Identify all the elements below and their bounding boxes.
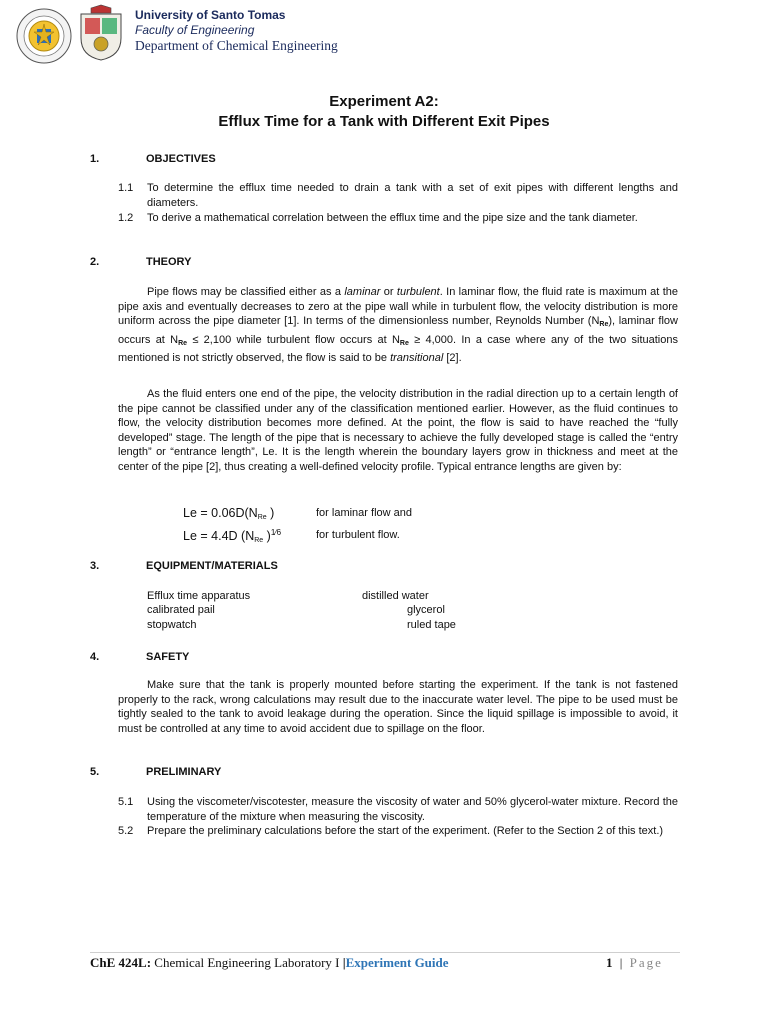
university-name: University of Santo Tomas: [135, 8, 286, 22]
term-laminar: laminar: [344, 286, 381, 298]
preliminary-item: [118, 824, 678, 839]
preliminary-item: [118, 795, 678, 824]
item-number: 1.1: [118, 182, 134, 194]
material-item: distilled water: [362, 590, 429, 602]
footer-course: [90, 955, 449, 971]
objective-item: [118, 211, 678, 226]
section-label: OBJECTIVES: [146, 153, 216, 165]
experiment-guide-label: Experiment Guide: [345, 955, 449, 970]
section-number: 3.: [90, 560, 100, 572]
term-turbulent: turbulent: [396, 286, 440, 298]
faculty-name: Faculty of Engineering: [135, 23, 255, 37]
item-number: 5.1: [118, 796, 134, 808]
item-text: To derive a mathematical correlation between the efflux time and the pipe size and the tank diameter.: [147, 212, 638, 224]
equation-laminar-desc: for laminar flow and: [316, 507, 412, 519]
section-label: PRELIMINARY: [146, 766, 222, 778]
theory-paragraph-2: As the fluid enters one end of the pipe, the velocity distribution in the radial direction up to a certain length of the pipe cannot be classified under any of the classification mentioned earlier. However, as the fluid continues to flow, the velocity distribution becomes more defined. At the point, the flow is said to have reached the “fully developed” stage. The length of the pipe that is necessary to achieve the fully developed stage is called the “entry length” or “entrance length”, Le. It is the length wherein the boundary layers grow in thickness and meet at the center of the pipe [2], thus creating a well-defined velocity profile. Typical entrance lengths are given by:: [118, 388, 678, 473]
equation-turbulent-desc: for turbulent flow.: [316, 529, 400, 541]
course-code: ChE 424L:: [90, 955, 152, 970]
section-number: 1.: [90, 153, 100, 165]
section-number: 4.: [90, 651, 100, 663]
page-number: 1 | Page: [606, 955, 663, 970]
item-number: 1.2: [118, 212, 134, 224]
material-item: glycerol: [407, 604, 445, 616]
safety-paragraph: Make sure that the tank is properly mounted before starting the experiment. If the tank is not fastened properly to the rack, wrong calculations may result due to the inaccurate water level. The pipe to be used must be tightly sealed to the tank to avoid leakage during the operation. Since the liquid spillage is impossible to avoid, it must be controlled at any time to avoid accident due to spillage on the floor.: [118, 679, 678, 735]
material-item: Efflux time apparatus: [147, 590, 251, 602]
term-transitional: transitional: [390, 352, 444, 365]
exponent: 1⁄6: [270, 528, 282, 537]
course-name: Chemical Engineering Laboratory I: [151, 955, 343, 970]
experiment-number: Experiment A2:: [329, 93, 439, 110]
item-text: To determine the efflux time needed to drain a tank with a set of exit pipes with different lengths and diameters.: [147, 182, 678, 209]
section-label: SAFETY: [146, 651, 190, 663]
section-label: THEORY: [146, 256, 192, 268]
section-equipment-heading: [90, 560, 278, 572]
letterhead: [135, 8, 338, 53]
footer-separator: |: [342, 955, 346, 970]
section-preliminary-heading: [90, 766, 221, 778]
experiment-title: Efflux Time for a Tank with Different Exit Pipes: [218, 113, 550, 130]
equation-turbulent: Le = 4.4D ($N_{Re}$ )$^{1⁄6}$: [183, 528, 282, 545]
footer-divider: [90, 952, 680, 953]
material-item: stopwatch: [147, 619, 197, 631]
section-safety-heading: [90, 651, 189, 663]
section-objectives-heading: [90, 153, 216, 165]
theory-paragraph-1: Pipe flows may be classified either as a laminar or turbulent. In laminar flow, the fluid rate is maximum at the pipe axis and eventually decreases to zero at the pipe wall while in turbulent flow, the velocity distribution is more uniform across the pipe diameter [1]. In terms of the dimensionless number, Reynolds Number $(N_{Re})$, laminar flow occurs at $N_{Re} \le 2,100$ while turbulent flow occurs at $N_{Re} \ge 4,000$. In a case where any of the two situations mentioned is not strictly observed, the flow is said to be transitional [2].: [118, 286, 678, 365]
department-name: Department of Chemical Engineering: [135, 38, 338, 53]
section-label: EQUIPMENT/MATERIALS: [146, 560, 278, 572]
equation-laminar: $Le = 0.06D(N_{Re}$ ): [183, 506, 275, 521]
ust-seal-logo: [16, 8, 72, 64]
engineering-crest-logo: [76, 4, 126, 62]
material-item: ruled tape: [407, 619, 456, 631]
objective-item: [118, 181, 678, 210]
item-text: Prepare the preliminary calculations before the start of the experiment. (Refer to the Section 2 of this text.): [147, 825, 664, 837]
item-text: Using the viscometer/viscotester, measure the viscosity of water and 50% glycerol-water mixture. Record the temperature of the mixture when measuring the viscosity.: [147, 796, 678, 823]
section-number: 2.: [90, 256, 100, 268]
section-theory-heading: [90, 256, 191, 268]
item-number: 5.2: [118, 825, 134, 837]
material-item: calibrated pail: [147, 604, 215, 616]
section-number: 5.: [90, 766, 100, 778]
